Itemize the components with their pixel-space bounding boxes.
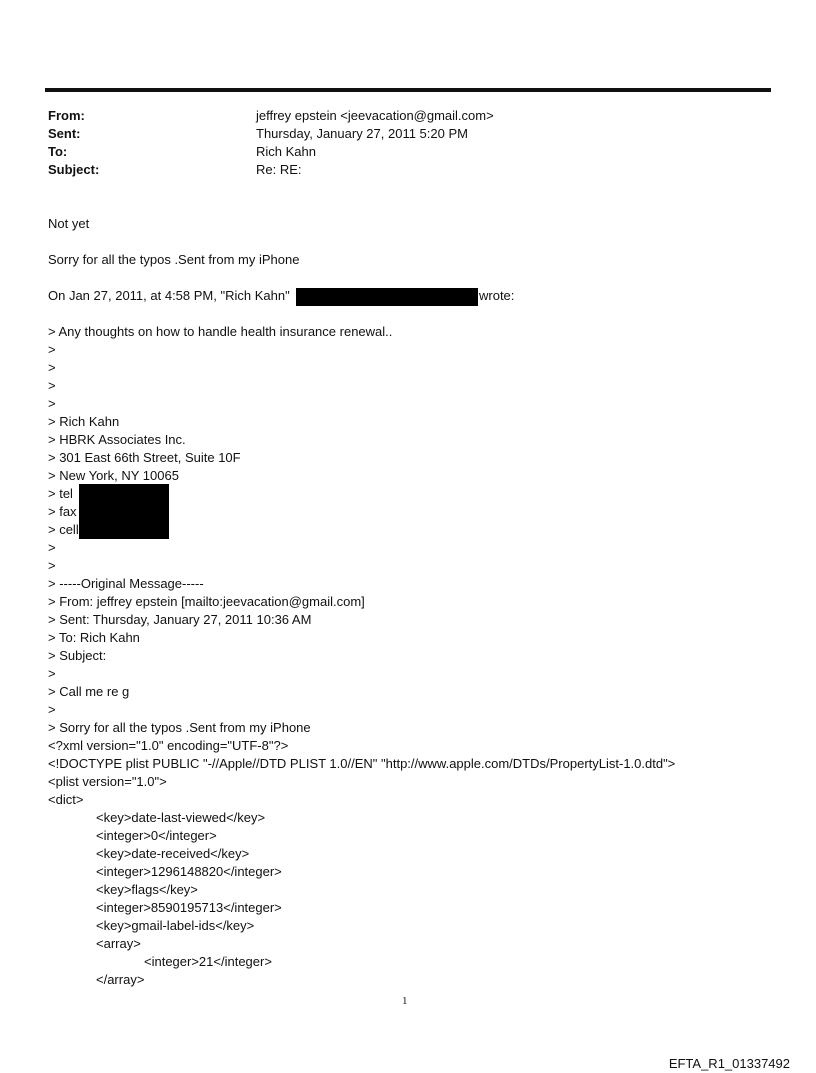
quoted-line: > Call me re g [48,684,130,699]
quoted-line: > Any thoughts on how to handle health insurance renewal.. [48,324,393,339]
xml-line: <?xml version="1.0" encoding="UTF-8"?> [48,738,289,753]
to-value: Rich Kahn [256,144,316,159]
sent-label: Sent: [48,126,81,141]
quoted-line: > To: Rich Kahn [48,630,140,645]
xml-line: <integer>0</integer> [96,828,217,843]
xml-line: <key>date-received</key> [96,846,250,861]
to-label: To: [48,144,68,159]
quoted-line: > -----Original Message----- [48,576,204,591]
quoted-line: > [48,342,56,357]
from-value: jeffrey epstein <jeevacation@gmail.com> [256,108,494,123]
xml-line: </array> [96,972,145,987]
quoted-line: > cell [48,522,79,537]
body-not-yet: Not yet [48,216,90,231]
xml-line: <dict> [48,792,84,807]
quoted-line: > 301 East 66th Street, Suite 10F [48,450,241,465]
xml-line: <integer>21</integer> [144,954,272,969]
document-id: EFTA_R1_01337492 [668,1056,790,1071]
quoted-line: > [48,540,56,555]
quoted-line: > New York, NY 10065 [48,468,179,483]
subject-value: Re: RE: [256,162,302,177]
header-rule [45,88,771,92]
quoted-line: > From: jeffrey epstein [mailto:jeevacation@gmail.com] [48,594,365,609]
redaction-phone-numbers [79,484,169,539]
on-wrote-suffix: wrote: [479,288,515,303]
quoted-line: > [48,396,56,411]
xml-line: <!DOCTYPE plist PUBLIC "-//Apple//DTD PLIST 1.0//EN" "http://www.apple.com/DTDs/PropertyList-1.0.dtd"> [48,756,676,771]
from-label: From: [48,108,85,123]
quoted-line: > [48,558,56,573]
on-wrote-prefix: On Jan 27, 2011, at 4:58 PM, "Rich Kahn" [48,288,290,303]
xml-line: <key>gmail-label-ids</key> [96,918,255,933]
xml-line: <integer>8590195713</integer> [96,900,282,915]
quoted-line: > HBRK Associates Inc. [48,432,186,447]
quoted-line: > [48,360,56,375]
quoted-line: > [48,702,56,717]
quoted-line: > Sent: Thursday, January 27, 2011 10:36 AM [48,612,312,627]
quoted-line: > tel [48,486,73,501]
xml-line: <key>flags</key> [96,882,198,897]
xml-line: <array> [96,936,141,951]
xml-line: <key>date-last-viewed</key> [96,810,266,825]
quoted-line: > Sorry for all the typos .Sent from my iPhone [48,720,311,735]
redaction-email [296,288,478,306]
quoted-line: > [48,666,56,681]
quoted-line: > Rich Kahn [48,414,120,429]
quoted-line: > fax [48,504,77,519]
quoted-line: > Subject: [48,648,107,663]
sent-value: Thursday, January 27, 2011 5:20 PM [256,126,468,141]
body-sorry-typos: Sorry for all the typos .Sent from my iPhone [48,252,300,267]
subject-label: Subject: [48,162,100,177]
page-number: 1 [402,995,408,1007]
xml-line: <plist version="1.0"> [48,774,167,789]
quoted-line: > [48,378,56,393]
xml-line: <integer>1296148820</integer> [96,864,282,879]
